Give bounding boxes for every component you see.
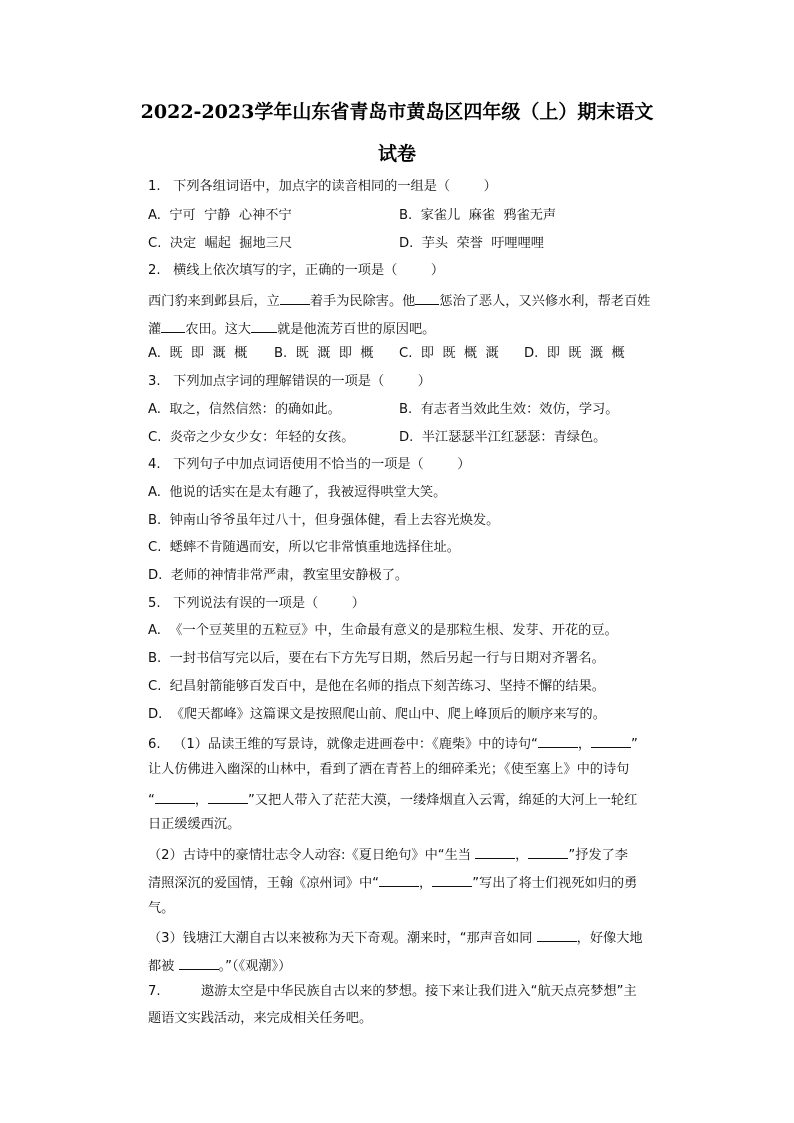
question-4-option-b: B. 钟南山爷爷虽年过八十，但身强体健，看上去容光焕发。 <box>148 513 500 528</box>
question-6-line8: （3）钱塘江大潮自古以来被称为天下奇观。潮来时，“那声音如同 ，好像大地 <box>148 931 643 946</box>
question-3-option-d: D. 半江瑟瑟半江红瑟瑟：青绿色。 <box>399 430 607 445</box>
question-2-option-a: A. 既 即 溉 概 <box>148 346 248 361</box>
question-7-line2: 题语文实践活动，来完成相关任务吧。 <box>148 1011 373 1026</box>
question-4-option-a: A. 他说的话实在是太有趣了，我被逗得哄堂大笑。 <box>148 485 447 500</box>
fill-blank <box>155 791 195 804</box>
question-4-option-c: C. 蟋蟀不肯随遇而安，所以它非常慎重地选择住址。 <box>148 540 460 555</box>
question-2-passage-line1: 西门豹来到邺县后，立 着手为民除害。他 惩治了恶人，又兴修水利，帮老百姓 <box>148 294 651 309</box>
question-4-stem: 4. 下列句子中加点词语使用不恰当的一项是（ ） <box>148 457 471 472</box>
fill-blank <box>528 846 568 859</box>
question-1-stem: 1. 下列各组词语中，加点字的读音相同的一组是（ ） <box>148 179 497 194</box>
question-6-line9: 都被 。”（《观潮》） <box>148 959 292 974</box>
question-2-option-b: B. 既 溉 即 概 <box>274 346 374 361</box>
fill-blank <box>538 735 578 748</box>
question-6-line6: 清照深沉的爱国情，王翰《凉州词》中“ ， ”写出了将士们视死如归的勇 <box>148 876 638 891</box>
question-6-line5: （2）古诗中的豪情壮志令人动容:《夏日绝句》中“生当 ， ”抒发了李 <box>148 848 628 863</box>
fill-blank <box>432 874 472 887</box>
fill-blank <box>179 957 219 970</box>
question-5-stem: 5. 下列说法有误的一项是（ ） <box>148 596 365 611</box>
question-2-stem: 2. 横线上依次填写的字，正确的一项是（ ） <box>148 263 445 278</box>
question-1-option-d: D. 芋头 荣誉 吁哩哩哩 <box>399 236 544 251</box>
question-1-option-c: C. 决定 崛起 掘地三尺 <box>148 236 293 251</box>
question-6-line2: 让人仿佛进入幽深的山林中，看到了洒在青苔上的细碎柔光；《使至塞上》中的诗句 <box>148 762 630 777</box>
fill-blank <box>280 292 310 305</box>
fill-blank <box>251 320 277 333</box>
exam-title-line1: 2022-2023学年山东省青岛市黄岛区四年级（上）期末语文 <box>140 101 654 123</box>
question-5-option-d: D. 《爬天都峰》这篇课文是按照爬山前、爬山中、爬上峰顶后的顺序来写的。 <box>148 707 606 722</box>
exam-title-line2: 试卷 <box>377 143 416 165</box>
question-7-line1: 遨游太空是中华民族自古以来的梦想。接下来让我们进入“航天点亮梦想”主 <box>201 984 637 999</box>
question-1-option-b: B. 家雀儿 麻雀 鸦雀无声 <box>399 208 557 223</box>
question-5-option-a: A. 《一个豆荚里的五粒豆》中，生命最有意义的是那粒生根、发芽、开花的豆。 <box>148 623 618 638</box>
question-7-number: 7. <box>148 984 161 999</box>
fill-blank <box>591 735 631 748</box>
question-5-option-c: C. 纪昌射箭能够百发百中，是他在名师的指点下刻苦练习、坚持不懈的结果。 <box>148 679 605 694</box>
question-2-passage-line2: 灌 农田。这大 就是他流芳百世的原因吧。 <box>148 322 436 337</box>
question-1-option-a: A. 宁可 宁静 心神不宁 <box>148 208 292 223</box>
question-5-option-b: B. 一封书信写完以后，要在右下方先写日期，然后另起一行与日期对齐署名。 <box>148 651 605 666</box>
question-6-line1: 6. （1）品读王维的写景诗，就像走进画卷中：《鹿柴》中的诗句“ ， ” <box>148 737 638 752</box>
question-3-option-c: C. 炎帝之少女少女：年轻的女孩。 <box>148 430 355 445</box>
fill-blank <box>475 846 515 859</box>
question-4-option-d: D. 老师的神情非常严肃，教室里安静极了。 <box>148 568 409 583</box>
fill-blank <box>161 320 185 333</box>
question-2-option-d: D. 即 既 溉 概 <box>524 346 625 361</box>
question-6-line4: 日正缓缓西沉。 <box>148 817 241 832</box>
question-6-line7: 气。 <box>148 901 175 916</box>
question-6-line3: “ ， ”又把人带入了茫茫大漠，一缕烽烟直入云霄，绵延的大河上一轮红 <box>148 793 638 808</box>
fill-blank <box>379 874 419 887</box>
question-3-option-b: B. 有志者当效此生效：效仿，学习。 <box>399 402 619 417</box>
question-2-option-c: C. 即 既 概 溉 <box>399 346 499 361</box>
question-3-option-a: A. 取之，信然信然：的确如此。 <box>148 402 341 417</box>
fill-blank <box>537 929 577 942</box>
question-3-stem: 3. 下列加点字词的理解错误的一项是（ ） <box>148 374 431 389</box>
fill-blank <box>415 292 439 305</box>
fill-blank <box>208 791 248 804</box>
